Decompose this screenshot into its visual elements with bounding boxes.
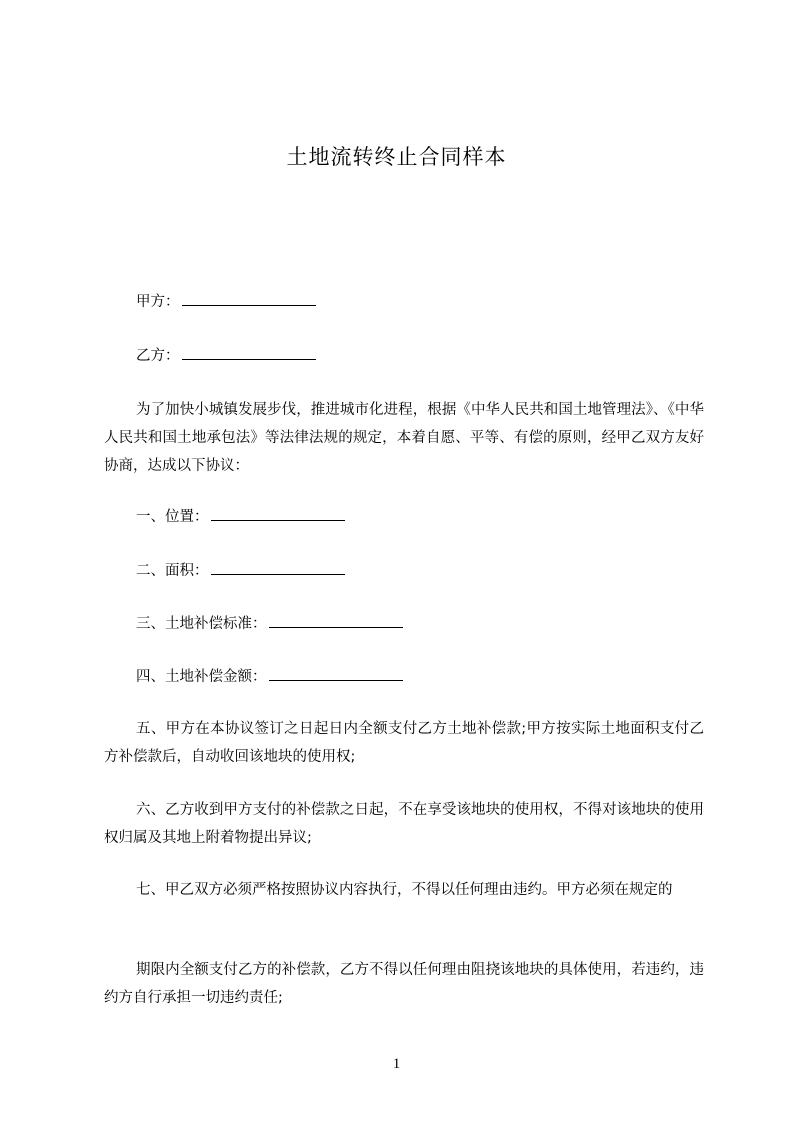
clause-5-paragraph: 五、甲方在本协议签订之日起日内全额支付乙方土地补偿款;甲方按实际土地面积支付乙方补偿款后，自动收回该地块的使用权;: [104, 721, 704, 765]
clause-7-continuation-paragraph: 期限内全额支付乙方的补偿款，乙方不得以任何理由阻挠该地块的具体使用，若违约，违约方自行承担一切违约责任;: [104, 962, 704, 1006]
item-location-label: 一、位置：: [136, 509, 209, 525]
item-compensation-standard-label: 三、土地补偿标准：: [136, 616, 267, 632]
party-a-blank: [182, 290, 316, 306]
item-compensation-amount-blank: [269, 665, 403, 681]
clause-7-paragraph: 七、甲乙双方必须严格按照协议内容执行，不得以任何理由违约。甲方必须在规定的: [136, 882, 673, 898]
party-a-line: [136, 290, 316, 312]
document-title: 土地流转终止合同样本: [286, 145, 507, 169]
item-area-blank: [211, 559, 345, 575]
item-compensation-standard-blank: [269, 612, 403, 628]
party-b-label: 乙方：: [136, 348, 180, 364]
intro-paragraph: 为了加快小城镇发展步伐，推进城市化进程，根据《中华人民共和国土地管理法》、《中华人民共和国土地承包法》等法律法规的规定，本着自愿、平等、有偿的原则，经甲乙双方友好协商，达成以下协议：: [104, 402, 704, 474]
item-location-line: [136, 505, 345, 527]
item-compensation-amount-label: 四、土地补偿金额：: [136, 669, 267, 685]
clause-6-paragraph: 六、乙方收到甲方支付的补偿款之日起，不在享受该地块的使用权，不得对该地块的使用权归属及其地上附着物提出异议;: [104, 802, 704, 846]
item-compensation-standard-line: [136, 612, 403, 634]
page-number: 1: [392, 1056, 401, 1072]
item-compensation-amount-line: [136, 665, 403, 687]
party-b-blank: [182, 344, 316, 360]
item-area-line: [136, 559, 345, 581]
party-b-line: [136, 344, 316, 366]
party-a-label: 甲方：: [136, 294, 180, 310]
item-location-blank: [211, 505, 345, 521]
item-area-label: 二、面积：: [136, 563, 209, 579]
